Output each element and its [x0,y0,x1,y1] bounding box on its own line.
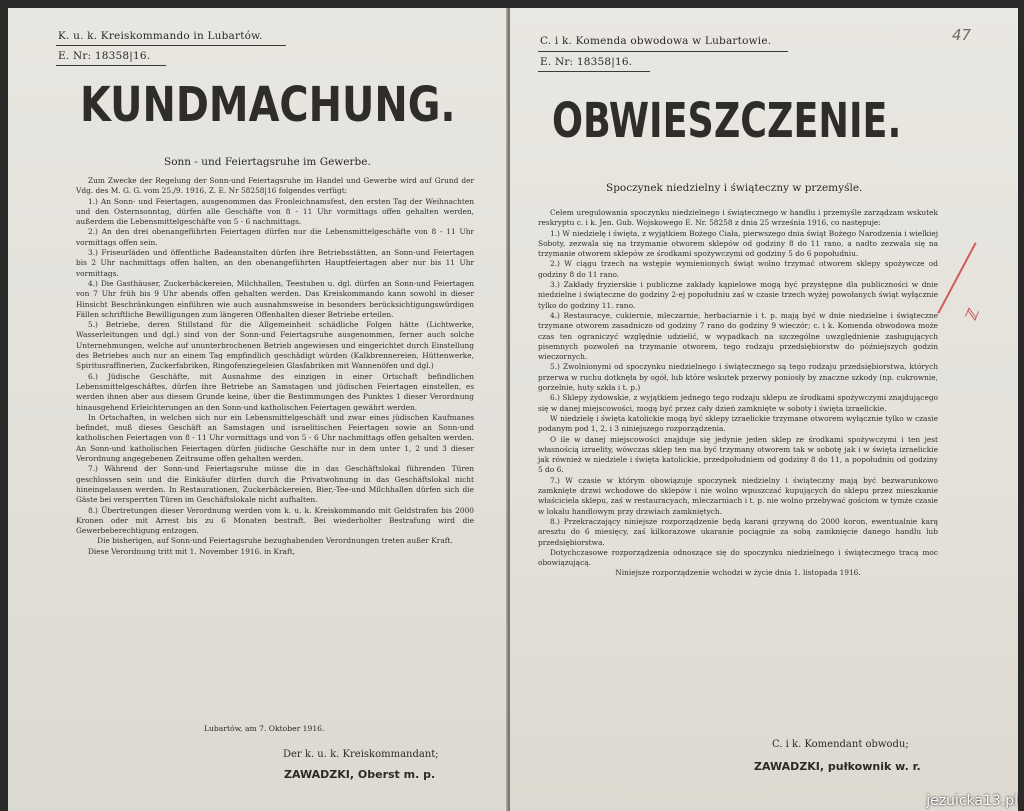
subtitle: Spoczynek niedzielny i świąteczny w przemyśle. [606,182,863,194]
headline-obwieszczenie: OBWIESZCZENIE. [552,93,902,149]
paragraph-5: 5.) Zwolnionymi od spoczynku niedzielnego i świątecznego są tego rodzaju przedsiębiorstwa, których przerwa w ruchu dotknęła by ogół, lub które wskutek przerwy poniosły by znaczne szkody (np. cukrownie, gorzelnie, huty szkła i t. p.) [538,362,938,393]
paragraph-6-exception: O ile w danej miejscowości znajduje się jedynie jeden sklep ze środkami spożywczymi i ten jest własnością izraelity, wówczas sklep ten ma być trzymany otworem tak w sobotę jak i w święta izraelickie jak również w niedziele i święta katolickie, przedpołudniem od godziny 8 do 11, a popołudniu od godziny 5 do 6. [538,434,938,475]
site-watermark: jezuicka13.pl [926,793,1018,809]
effective-date-paragraph: Niniejsze rozporządzenie wchodzi w życie dnia 1. listopada 1916. [615,568,861,578]
office-line-1: K. u. k. Kreiskommando in Lubartów. [58,30,263,42]
paragraph-4: 4.) Die Gasthäuser, Zuckerbäckereien, Milchhallen, Teestuben u. dgl. dürfen an Sonn-und Feiertagen von 7 Uhr früh bis 9 Uhr abends offen gehalten werden. Das Kreiskommando kann sowohl in dieser Hinsicht Beschränkungen einführen wie auch ausnahmsweise in besonders berücksichtigungswürdigen Fällen schriftliche Bewilligungen zum längeren Offenhalten dieser Betriebe erteilen. [76,278,474,319]
office-line-1: C. i k. Komenda obwodowa w Lubartowie. [540,35,772,47]
office-underline-2 [56,65,166,66]
paragraph-3: 3.) Friseurläden und öffentliche Badeanstalten dürfen ihre Betriebsstätten, an Sonn-und Feiertagen bis 2 Uhr nachmittags offen halten, an den obenangeführten Hauptfeiertagen aber nur bis 11 Uhr vormittags. [76,248,474,278]
effective-date-paragraph: Diese Verordnung tritt mit 1. November 1916. in Kraft, [88,546,296,556]
paragraph-6-continued: W niedzielę i święta katolickie mogą być sklepy izraelickie trzymane otworem wyłącznie tylko w czasie podanym pod 1, 2, i 3 niniejszego rozporządzenia. [538,413,938,434]
pencil-stroke [937,242,976,314]
headline-kundmachung: KUNDMACHUNG. [80,77,456,133]
repeal-paragraph: Die bisherigen, auf Sonn-und Feiertagsruhe bezughabenden Verordnungen treten außer Kraft. [97,536,453,546]
paragraph-1: 1.) An Sonn- und Feiertagen, ausgenommen das Fronleichnamsfest, den ersten Tag der Weihnachten und den Osternsonntag, dürfen alle Geschäfte von 8 - 11 Uhr vormittags offen gehalten werden, außerdem die Lebensmittelgeschäfte von 5 - 6 nachmittags. [76,196,474,227]
paragraph-6: 6.) Sklepy żydowskie, z wyjątkiem jednego tego rodzaju sklepu ze środkami spożywczymi znajdującego się w danej miejscowości, mogą być przez cały dzień zamknięte w soboty i święta izraelickie. [538,393,938,413]
paragraph-2: 2.) W ciągu trzech na wstępie wymienionych świąt wolno trzymać otworem sklepy spożywcze od godziny 8 do 11 rano. [538,259,938,279]
handwritten-pencil-note: ℤ [962,305,983,323]
paragraph-3: 3.) Zakłady fryzierskie i publiczne zakłady kąpielowe mogą być przystępne dla publiczności w dnie niedzielne i świąteczne do godziny 2-ej popołudniu zaś w czasie trzech wyżej powołanych świąt wyłącznie tylko do godziny 11. rano. [538,280,938,310]
paragraph-7: 7.) Während der Sonn-und Feiertagsruhe müsse die in das Geschäftslokal führenden Türen geschlossen sein und die Einkäufer dürfen durch die Privatwohnung in das Geschäftslokal nicht hineingelassen werden. In Restaurationen, Zuckerbäckereien, Bier,-Tee-und Milchhallen dürfen sich die Gäste bei versperrten Türen im Geschäftslokale nicht aufhalten. [76,464,474,505]
paragraph-8: 8.) Übertretungen dieser Verordnung werden vom k. u. k. Kreiskommando mit Geldstrafen bis 2000 Kronen oder mit Arrest bis zu 6 Monaten bestraft. Bei wiederholter Bestrafung wird die Gewerbeberechtigung entzogen. [76,505,474,536]
archive-number: 47 [952,26,972,44]
paragraph-2: 2.) An den drei obenangeführten Feiertagen dürfen nur die Lebensmittelgeschäfte von 8 - 11 Uhr vormittags offen sein. [76,227,474,247]
office-line-2: E. Nr: 18358|16. [58,50,151,62]
polish-notice-sheet [510,8,1018,811]
commander-title: Der k. u. k. Kreiskommandant; [283,749,439,760]
notice-body [76,176,474,557]
office-underline-1 [56,45,286,46]
commander-signature: ZAWADZKI, Oberst m. p. [284,768,436,781]
office-underline-2 [538,71,650,72]
intro-paragraph: Zum Zwecke der Regelung der Sonn-und Feiertagsruhe im Handel und Gewerbe wird auf Grund der Vdg. des M. G. G. vom 25./9. 1916, Z. E. Nr 58258|16 folgendes verfügt: [76,176,474,196]
place-date: Lubartów, am 7. Oktober 1916. [204,724,325,733]
paragraph-4: 4.) Restauracye, cukiernie, mleczarnie, herbaciarnie i t. p. mają być w dnie niedzielne i świąteczne trzymane otworem zasadniczo od godziny 7 rano do godziny 9 wieczór; c. i k. Komenda obwodowa może czas ten ograniczyć względnie udzielić, w wypadkach na szczególne uwzględnienie zasługujących pisemnych pozwoleń na trzymanie otworem, tego rodzaju przedsiębiorstw do późniejszych godzin wieczornych. [538,310,938,362]
notice-body [538,208,938,579]
german-notice-sheet [8,8,508,811]
paragraph-8: 8.) Przekraczający niniejsze rozporządzenie będą karani grzywną do 2000 koron, ewentualnie karą aresztu do 6 miesięcy, zaś kilkorazowe ukaranie pociągnie za sobą zamknięcie danego handlu lub przedsiębiorstwa. [538,516,938,547]
paragraph-7: 7.) W czasie w którym obowiązuje spoczynek niedzielny i świąteczny mają być bezwarunkowo zamknięte drzwi wchodowe do sklepów i nie wolno wpuszczać kupujących do sklepu przez mieszkanie właściciela sklepu, zaś w restauracyach, mleczarniach i t. p. nie wolno przebywać gościom w tymże czasie w lokalu handlowym przy drzwiach zamkniętych. [538,475,938,516]
commander-signature: ZAWADZKI, pułkownik w. r. [754,760,921,773]
paragraph-1: 1.) W niedzielę i święta, z wyjątkiem Bożego Ciała, pierwszego dnia świąt Bożego Narodzenia i wielkiej Soboty, zezwala się na trzymanie otworem sklepów od godziny 8 do 11 rano, a nadto zezwala się na trzymanie otworem sklepów ze środkami spożywczymi od godziny 5 do 6 popołudniu. [538,228,938,259]
paragraph-5: 5.) Betriebe, deren Stillstand für die Allgemeinheit schädliche Folgen hätte (Lichtwerke, Wasserleitungen und dgl.) sind von der Sonn-und Feiertagsruhe ausgenommen, ferner auch solche Unternehmungen, welche auf ununterbrochenen Betrieb angewiesen und eingerichtet durch Einstellung des Betriebes auch nur an einem Tag empfindlich geschädigt würden (Kalkbrennereien, Hüttenwerke, Spiritusraffinerien, Zuckerfabriken, Ringofenziegeleien Glasfabriken mit Wannenöfen und dgl.) [76,320,474,371]
subtitle: Sonn - und Feiertagsruhe im Gewerbe. [164,156,371,168]
repeal-paragraph: Dotychczasowe rozporządzenia odnoszące się do spoczynku niedzielnego i świątecznego tracą moc obowiązującą. [538,547,938,568]
paragraph-6: 6.) Jüdische Geschäfte, mit Ausnahme des einzigen in einer Ortschaft befindlichen Lebensmittelgeschäftes, dürfen ihre Betriebe an Samstagen und jüdischen Feiertagen einstellen, es werden ihnen aber aus diesem Grunde keine, über die Bestimmungen des Punktes 1 dieser Verordnung hinausgehend Erleichterungen an den Sonn-und katholischen Feiertagen gewährt werden. [76,371,474,412]
paragraph-6-continued: In Ortschaften, in welchen sich nur ein Lebensmittelgeschäft und zwar eines jüdischen Kaufmanes befindet, muß dieses Geschäft an Samstagen und israelitischen Feiertagen sowie an Sonn-und katholischen Feiertagen von 8 - 11 Uhr vormittags und von 5 - 6 Uhr nachmittags offen gehalten werden. An Sonn-und katholischen Feiertagen dürfen jüdische Geschäfte nur in dem unter 1, 2 und 3 dieser Verordnung angegebenen Zeitraume offen gehalten werden. [76,412,474,464]
commander-title: C. i k. Komendant obwodu; [772,739,909,750]
intro-paragraph: Celem uregulowania spoczynku niedzielnego i świątecznego w handlu i przemyśle zarządzam wskutek reskryptu c. i k. Jen. Gub. Wojskowego E. Nr. 58258 z dnia 25 września 1916, co następuje: [538,208,938,228]
office-line-2: E. Nr: 18358|16. [540,56,633,68]
office-underline-1 [538,51,788,52]
